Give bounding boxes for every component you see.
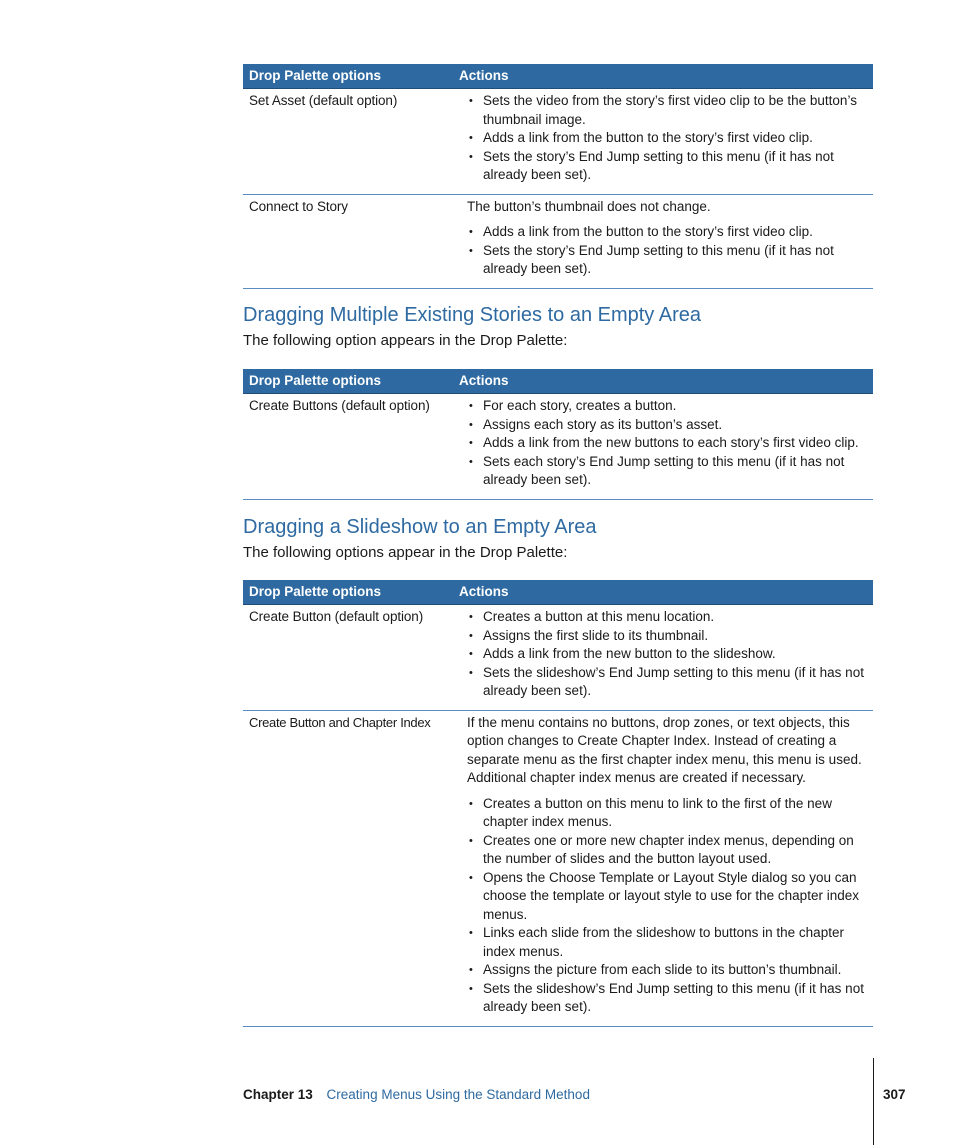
list-item: • Adds a link from the new buttons to each story’s first video clip. bbox=[467, 434, 867, 453]
option-name: Create Button (default option) bbox=[243, 605, 453, 711]
action-list bbox=[467, 92, 867, 185]
list-item: • Sets the story’s End Jump setting to this menu (if it has not already been set). bbox=[467, 148, 867, 185]
section-slideshow bbox=[243, 515, 873, 563]
column-header-options: Drop Palette options bbox=[243, 369, 453, 394]
table-header-row bbox=[243, 369, 873, 394]
column-header-options: Drop Palette options bbox=[243, 580, 453, 605]
list-item: • Sets the slideshow’s End Jump setting to this menu (if it has not already been set). bbox=[467, 980, 867, 1017]
list-item: • Assigns the picture from each slide to its button’s thumbnail. bbox=[467, 961, 867, 980]
drop-palette-table-1 bbox=[243, 64, 873, 289]
column-header-actions: Actions bbox=[453, 369, 873, 394]
option-actions bbox=[453, 710, 873, 1026]
table-row bbox=[243, 89, 873, 195]
option-actions bbox=[453, 605, 873, 711]
footer-divider bbox=[873, 1058, 874, 1145]
action-list bbox=[467, 397, 867, 490]
footer-chapter-title: Creating Menus Using the Standard Method bbox=[326, 1087, 590, 1102]
list-item: • Sets each story’s End Jump setting to this menu (if it has not already been set). bbox=[467, 453, 867, 490]
list-item: • Opens the Choose Template or Layout Style dialog so you can choose the template or layout style to use for the chapter index menus. bbox=[467, 869, 867, 925]
action-description: The button’s thumbnail does not change. bbox=[467, 198, 711, 214]
table-drop-palette-set-asset bbox=[243, 64, 873, 289]
page-number: 307 bbox=[883, 1087, 906, 1102]
column-header-options: Drop Palette options bbox=[243, 64, 453, 89]
section-heading: Dragging Multiple Existing Stories to an Empty Area bbox=[243, 304, 701, 326]
list-item: • Assigns each story as its button’s asset. bbox=[467, 416, 867, 435]
option-name: Create Button and Chapter Index bbox=[243, 710, 453, 1026]
list-item: • Sets the slideshow’s End Jump setting to this menu (if it has not already been set). bbox=[467, 664, 867, 701]
drop-palette-table-2 bbox=[243, 369, 873, 500]
table-row bbox=[243, 194, 873, 288]
table-drop-palette-create-buttons bbox=[243, 369, 873, 500]
list-item: • Adds a link from the button to the story’s first video clip. bbox=[467, 129, 867, 148]
list-item: • Sets the video from the story’s first video clip to be the button’s thumbnail image. bbox=[467, 92, 867, 129]
table-row bbox=[243, 394, 873, 500]
section-heading: Dragging a Slideshow to an Empty Area bbox=[243, 516, 597, 538]
list-item: • Sets the story’s End Jump setting to this menu (if it has not already been set). bbox=[467, 242, 867, 279]
drop-palette-table-3 bbox=[243, 580, 873, 1027]
option-name: Connect to Story bbox=[243, 194, 453, 288]
list-item: • Adds a link from the button to the story’s first video clip. bbox=[467, 223, 867, 242]
table-header-row bbox=[243, 64, 873, 89]
option-name: Create Buttons (default option) bbox=[243, 394, 453, 500]
action-list bbox=[467, 608, 867, 701]
option-actions bbox=[453, 194, 873, 288]
option-actions bbox=[453, 89, 873, 195]
list-item: • Adds a link from the new button to the slideshow. bbox=[467, 645, 867, 664]
section-multiple-stories bbox=[243, 303, 873, 351]
page-footer bbox=[243, 1085, 590, 1105]
list-item: • Assigns the first slide to its thumbnail. bbox=[467, 627, 867, 646]
section-intro: The following option appears in the Drop Palette: bbox=[243, 332, 568, 349]
option-name: Set Asset (default option) bbox=[243, 89, 453, 195]
footer-chapter: Chapter 13 bbox=[243, 1087, 313, 1102]
table-row bbox=[243, 710, 873, 1026]
action-list bbox=[467, 223, 867, 279]
option-actions bbox=[453, 394, 873, 500]
list-item: • Links each slide from the slideshow to buttons in the chapter index menus. bbox=[467, 924, 867, 961]
list-item: • For each story, creates a button. bbox=[467, 397, 867, 416]
column-header-actions: Actions bbox=[453, 64, 873, 89]
action-description: If the menu contains no buttons, drop zones, or text objects, this option changes to Create Chapter Index. Instead of creating a separate menu as the first chapter index menu, this menu is used. Additional chapter index menus are created if necessary. bbox=[467, 714, 862, 785]
action-list bbox=[467, 795, 867, 1017]
table-row bbox=[243, 605, 873, 711]
section-intro: The following options appear in the Drop Palette: bbox=[243, 544, 568, 561]
list-item: • Creates a button on this menu to link to the first of the new chapter index menus. bbox=[467, 795, 867, 832]
list-item: • Creates one or more new chapter index menus, depending on the number of slides and the button layout used. bbox=[467, 832, 867, 869]
column-header-actions: Actions bbox=[453, 580, 873, 605]
table-header-row bbox=[243, 580, 873, 605]
table-drop-palette-slideshow bbox=[243, 580, 873, 1027]
list-item: • Creates a button at this menu location. bbox=[467, 608, 867, 627]
